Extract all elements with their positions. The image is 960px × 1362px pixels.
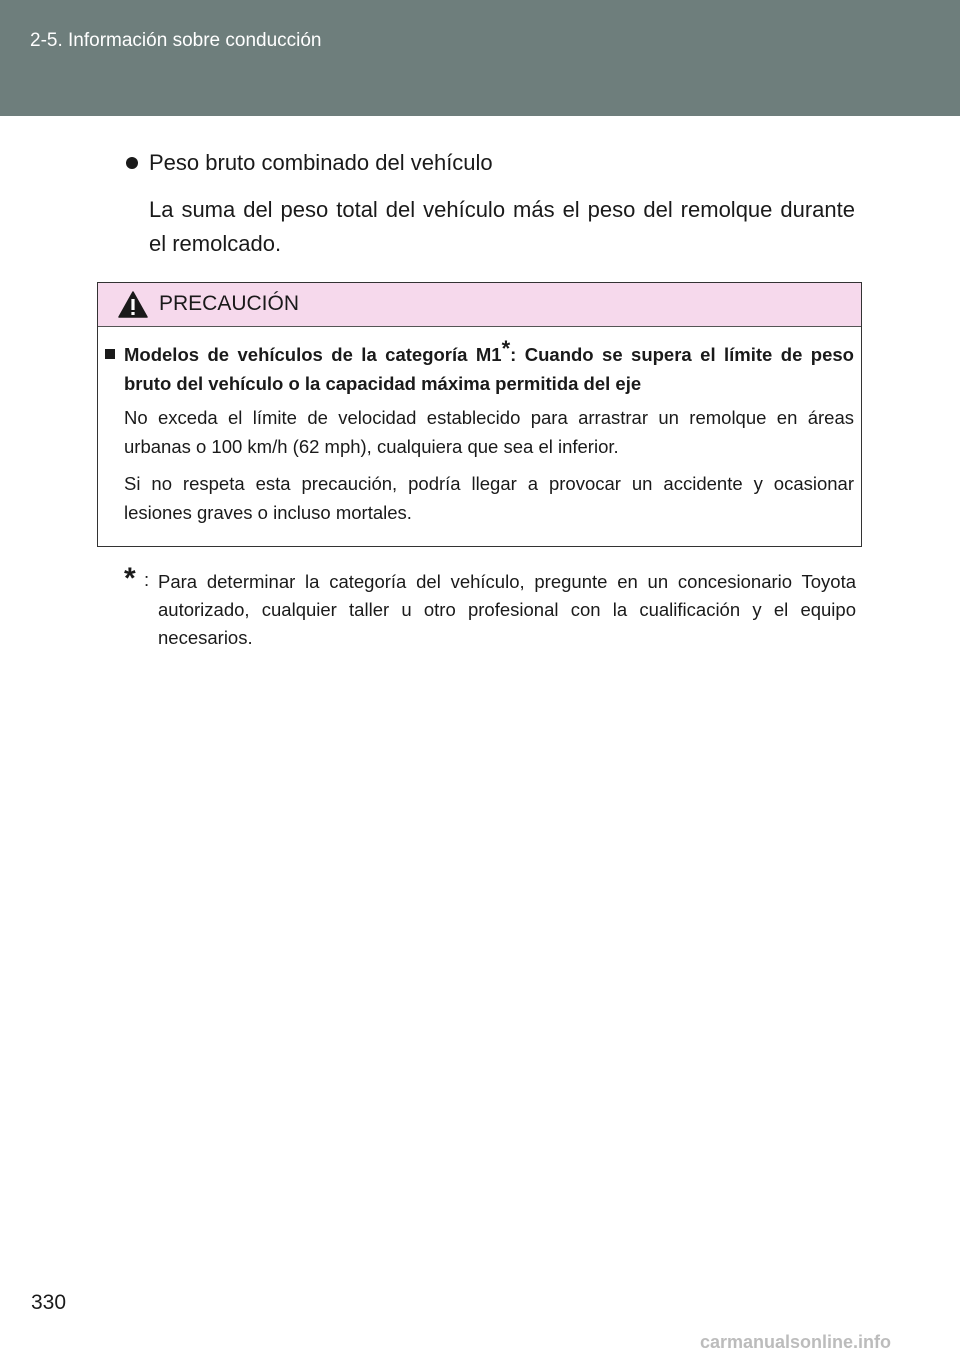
- footnote-text: Para determinar la categoría del vehículo, pregunte en un concesionario Toyota autorizado, cualquier taller u otro profesional con la cualificación y el equipo necesarios.: [158, 571, 856, 648]
- warning-triangle-icon: [118, 291, 148, 318]
- caution-header: [98, 283, 861, 327]
- page-header: [0, 0, 960, 116]
- asterisk-mark: *: [501, 336, 511, 361]
- caution-heading: [124, 336, 854, 398]
- bullet-title: Peso bruto combinado del vehículo: [149, 150, 493, 175]
- watermark: carmanualsonline.info: [700, 1332, 892, 1352]
- footnote-colon: :: [144, 569, 150, 590]
- caution-paragraph-1: No exceda el límite de velocidad establecido para arrastrar un remolque en áreas urbanas o 100 km/h (62 mph), cualquiera que sea el inferior.: [124, 407, 854, 457]
- footnote-asterisk: *: [124, 562, 136, 595]
- caution-paragraph-2: Si no respeta esta precaución, podría llegar a provocar un accidente y ocasionar lesiones graves o incluso mortales.: [124, 473, 854, 523]
- page-number: 330: [31, 1291, 67, 1314]
- caution-title: PRECAUCIÓN: [159, 292, 300, 315]
- section-title: 2-5. Información sobre conducción: [30, 30, 322, 51]
- caution-heading-text: Modelos de vehículos de la categoría M1: [124, 344, 502, 365]
- caution-heading-text-rest: : Cuando se supera el límite de peso bruto del vehículo o la capacidad máxima permitida del eje: [124, 344, 854, 394]
- square-bullet-icon: [105, 349, 115, 359]
- bullet-dot-icon: [126, 157, 138, 169]
- bullet-item: [126, 150, 493, 176]
- caution-box: [97, 282, 862, 547]
- bullet-description: La suma del peso total del vehículo más el peso del remolque durante el remolcado.: [149, 197, 855, 256]
